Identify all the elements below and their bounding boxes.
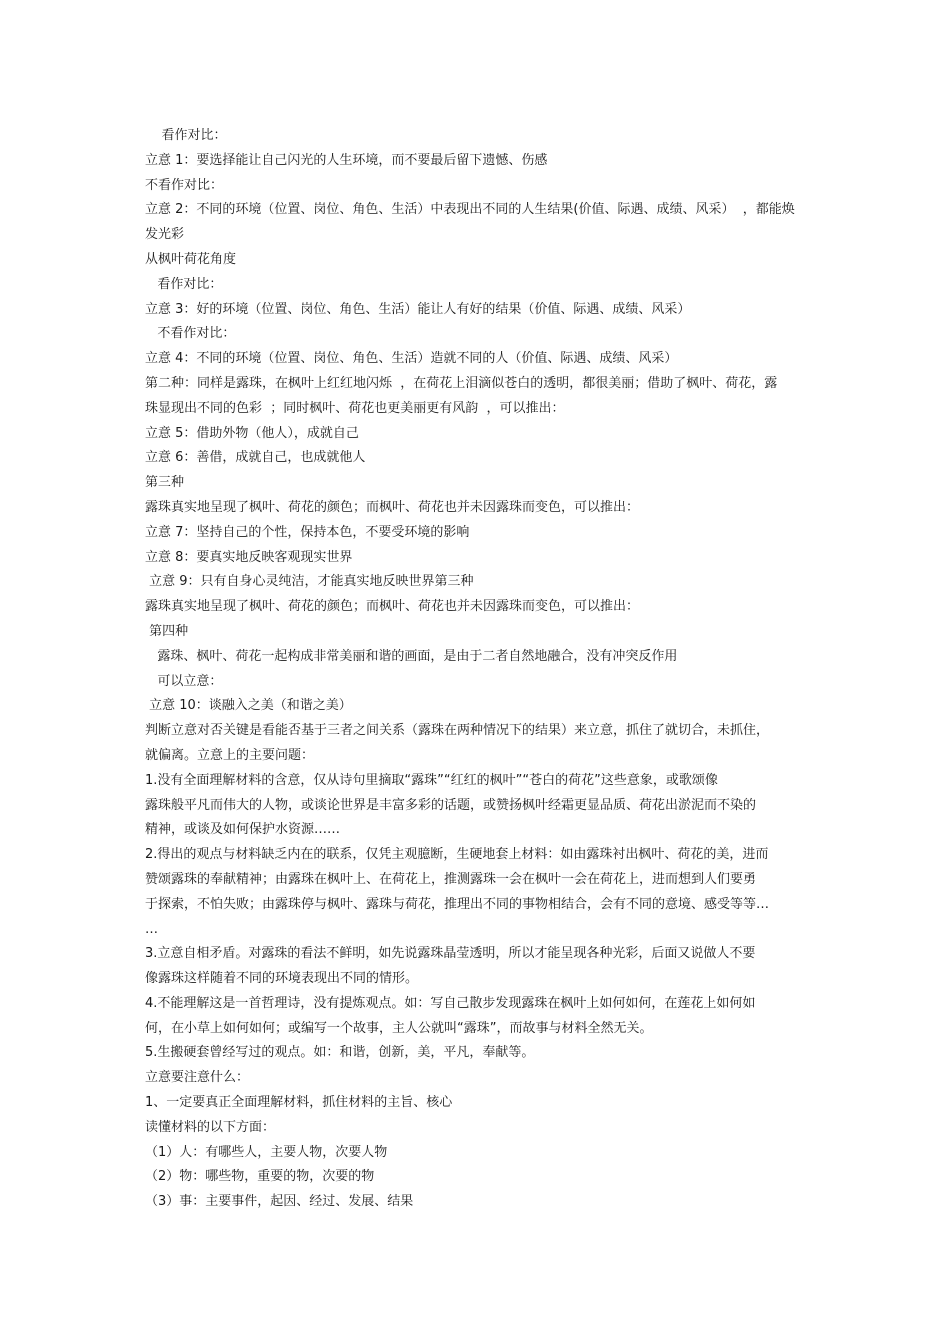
text-line: 立意 1：要选择能让自己闪光的人生环境，而不要最后留下遗憾、伤感 (145, 152, 548, 168)
text-line: 看作对比： (145, 276, 223, 292)
text-line: … (145, 921, 158, 937)
text-line: 可以立意： (145, 673, 223, 689)
text-line: 立意要注意什么： (145, 1070, 250, 1086)
text-line: 立意 9：只有自身心灵纯洁，才能真实地反映世界第三种 (145, 574, 474, 590)
text-line: （2）物：哪些物，重要的物，次要的物 (145, 1169, 375, 1185)
text-line: 立意 10：谈融入之美（和谐之美） (145, 698, 352, 714)
text-line: 3.立意自相矛盾。对露珠的看法不鲜明，如先说露珠晶莹透明，所以才能呈现各种光彩，后面又说做人不要 (145, 946, 756, 962)
text-line: 珠显现出不同的色彩 ；同时枫叶、荷花也更美丽更有风韵 ，可以推出： (145, 400, 565, 416)
text-line: 立意 2：不同的环境（位置、岗位、角色、生活）中表现出不同的人生结果(价值、际遇、成绩、风采） ，都能焕 (145, 202, 795, 218)
text-line: 不看作对比： (145, 177, 224, 193)
text-line: 露珠真实地呈现了枫叶、荷花的颜色；而枫叶、荷花也并未因露珠而变色，可以推出： (145, 599, 640, 615)
text-line: 发光彩 (145, 227, 185, 243)
text-line: 精神，或谈及如何保护水资源…… (145, 822, 341, 838)
text-line: 4.不能理解这是一首哲理诗，没有提炼观点。如：写自己散步发现露珠在枫叶上如何如何，在莲花上如何如 (145, 995, 756, 1011)
text-line: 立意 6：善借，成就自己，也成就他人 (145, 450, 366, 466)
text-line: 第三种 (145, 475, 185, 491)
text-line: 立意 7：坚持自己的个性，保持本色，不要受环境的影响 (145, 524, 470, 540)
text-line: 立意 4：不同的环境（位置、岗位、角色、生活）造就不同的人（价值、际遇、成绩、风采） (145, 351, 678, 367)
text-line: 立意 5：借助外物（他人），成就自己 (145, 425, 359, 441)
text-line: 从枫叶荷花角度 (145, 251, 237, 267)
text-line: 于探索，不怕失败；由露珠停与枫叶、露珠与荷花，推理出不同的事物相结合，会有不同的意境、感受等等… (145, 896, 770, 912)
text-line: 立意 3：好的环境（位置、岗位、角色、生活）能让人有好的结果（价值、际遇、成绩、风采） (145, 301, 691, 317)
text-line: 读懂材料的以下方面： (145, 1119, 276, 1135)
document-page (145, 124, 809, 1215)
text-line: 第四种 (145, 623, 189, 639)
text-line: （1）人：有哪些人，主要人物，次要人物 (145, 1144, 388, 1160)
text-line: 就偏离。立意上的主要问题： (145, 747, 315, 763)
text-line: 判断立意对否关键是看能否基于三者之间关系（露珠在两种情况下的结果）来立意，抓住了就切合，未抓住， (145, 723, 770, 739)
text-line: 第二种：同样是露珠，在枫叶上红红地闪烁 ，在荷花上泪滴似苍白的透明，都很美丽；借助了枫叶、荷花，露 (145, 375, 778, 391)
text-line: 赞颂露珠的奉献精神；由露珠在枫叶上、在荷花上，推测露珠一会在枫叶一会在荷花上，进而想到人们要勇 (145, 871, 757, 887)
text-line: 1.没有全面理解材料的含意，仅从诗句里摘取“露珠”“红红的枫叶”“苍白的荷花”这些意象，或歌颂像 (145, 772, 718, 788)
text-line: 5.生搬硬套曾经写过的观点。如：和谐，创新，美，平凡，奉献等。 (145, 1045, 535, 1061)
text-line: 露珠真实地呈现了枫叶、荷花的颜色；而枫叶、荷花也并未因露珠而变色，可以推出： (145, 499, 640, 515)
text-line: 立意 8：要真实地反映客观现实世界 (145, 549, 353, 565)
text-line: 露珠般平凡而伟大的人物，或谈论世界是丰富多彩的话题，或赞扬枫叶经霜更显品质、荷花出淤泥而不染的 (145, 797, 757, 813)
text-line: 看作对比： (145, 128, 227, 143)
text-line: 2.得出的观点与材料缺乏内在的联系，仅凭主观臆断，生硬地套上材料：如由露珠衬出枫叶、荷花的美，进而 (145, 847, 769, 863)
text-line: （3）事：主要事件，起因、经过、发展、结果 (145, 1194, 414, 1210)
text-line: 1、一定要真正全面理解材料，抓住材料的主旨、核心 (145, 1095, 453, 1111)
text-line: 何，在小草上如何如何；或编写一个故事，主人公就叫“露珠”，而故事与材料全然无关。 (145, 1020, 653, 1036)
text-line: 不看作对比： (145, 326, 236, 342)
text-line: 像露珠这样随着不同的环境表现出不同的情形。 (145, 971, 419, 987)
text-line: 露珠、枫叶、荷花一起构成非常美丽和谐的画面，是由于二者自然地融合，没有冲突反作用 (145, 648, 678, 664)
